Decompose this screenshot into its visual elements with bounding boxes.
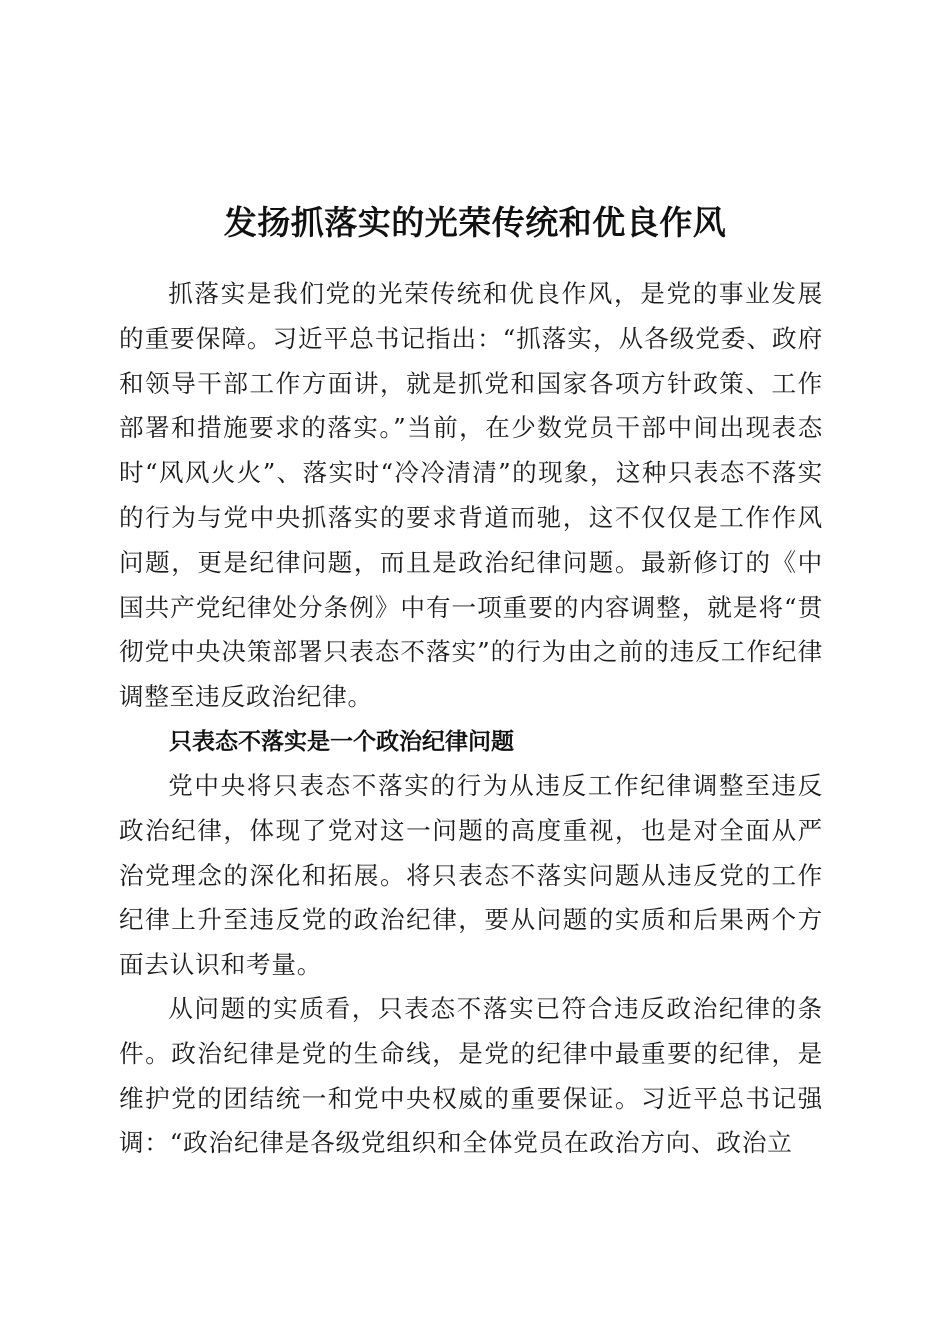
- paragraph-intro: 抓落实是我们党的光荣传统和优良作风，是党的事业发展的重要保障。习近平总书记指出：“抓落实，从各级党委、政府和领导干部工作方面讲，就是抓党和国家各项方针政策、工作部署和措施要求的落实。”当前，在少数党员干部中间出现表态时“风风火火”、落实时“冷冷清清”的现象，这种只表态不落实的行为与党中央抓落实的要求背道而驰，这不仅仅是工作作风问题，更是纪律问题，而且是政治纪律问题。最新修订的《中国共产党纪律处分条例》中有一项重要的内容调整，就是将“贯彻党中央决策部署只表态不落实”的行为由之前的违反工作纪律调整至违反政治纪律。: [119, 279, 823, 712]
- paragraph-section-intro: 党中央将只表态不落实的行为从违反工作纪律调整至违反政治纪律，体现了党对这一问题的高度重视，也是对全面从严治党理念的深化和拓展。将只表态不落实问题从违反党的工作纪律上升至违反党的政治纪律，要从问题的实质和后果两个方面去认识和考量。: [119, 771, 823, 980]
- section-heading: 只表态不落实是一个政治纪律问题: [169, 729, 514, 755]
- document-title: 发扬抓落实的光荣传统和优良作风: [223, 203, 727, 243]
- paragraph-essence: 从问题的实质看，只表态不落实已符合违反政治纪律的条件。政治纪律是党的生命线，是党的纪律中最重要的纪律，是维护党的团结统一和党中央权威的重要保证。习近平总书记强调：“政治纪律是各级党组织和全体党员在政治方向、政治立: [119, 994, 823, 1158]
